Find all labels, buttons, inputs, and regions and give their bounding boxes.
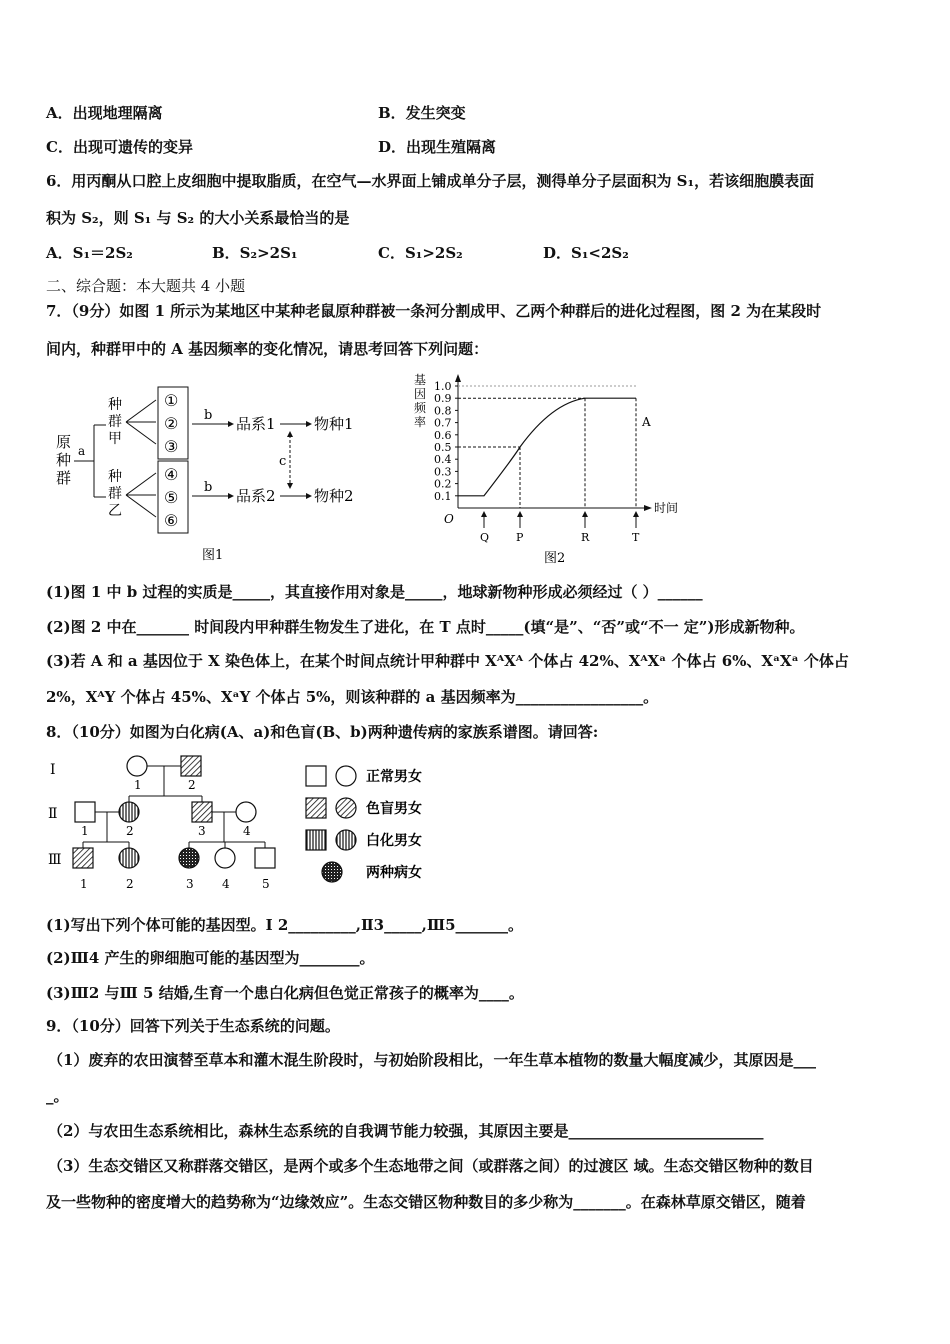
q7-figure1	[52, 385, 382, 565]
gen-label: Ⅰ	[50, 762, 56, 778]
q6-stem-line2: 积为 S₂，则 S₁ 与 S₂ 的大小关系最恰当的是	[46, 209, 350, 227]
fig2-x-axis-arrow	[644, 505, 652, 511]
fig1-pop-jia-char: 群	[108, 414, 122, 430]
fig2-origin: O	[444, 512, 454, 526]
pedigree-num: 4	[243, 824, 251, 838]
q8-sub3: (3)Ⅲ2 与Ⅲ 5 结婚,生育一个患白化病但色觉正常孩子的概率为____。	[46, 984, 524, 1002]
pedigree-I1-female	[127, 756, 147, 776]
legend-normal-female	[336, 766, 356, 786]
legend-label: 白化男女	[366, 833, 422, 849]
q5-option-a: A．出现地理隔离	[46, 104, 163, 122]
fig1-arrowhead	[287, 431, 293, 437]
pedigree-II3-male	[192, 802, 212, 822]
fig2-y-tick-label: 0.5	[434, 441, 452, 454]
gen-label: Ⅲ	[48, 852, 62, 868]
fig1-arrowhead	[287, 483, 293, 489]
q7-sub3-line1: (3)若 A 和 a 基因位于 X 染色体上，在某个时间点统计甲种群中 XᴬXᴬ 个体占 42%、XᴬXᵃ 个体占 6%、XᵃXᵃ 个体占	[46, 652, 849, 670]
fig1-label-b: b	[204, 408, 213, 423]
pedigree-num: 2	[188, 778, 196, 792]
q8-title: 8．（10分）如图为白化病(A、a)和色盲(B、b)两种遗传病的家族系谱图。请回答:	[46, 723, 599, 741]
pedigree-II4-female	[236, 802, 256, 822]
pedigree-III5-male	[255, 848, 275, 868]
fig1-arrowhead	[306, 493, 312, 499]
pedigree-I2-male	[181, 756, 201, 776]
q6-option-c: C．S₁>2S₂	[378, 244, 463, 262]
fig2-y-tick-label: 0.1	[434, 489, 452, 503]
fig1-origin-char: 群	[56, 469, 72, 487]
legend-both-female	[322, 862, 342, 882]
fig2-curve-label: A	[642, 415, 651, 429]
q7-sub3-line2: 2%，XᴬY 个体占 45%、XᵃY 个体占 5%，则该种群的 a 基因频率为_________________。	[46, 688, 659, 706]
q6-option-b: B．S₂>2S₁	[212, 244, 298, 262]
fig2-xlabel: 时间	[654, 501, 679, 515]
pedigree-III2-female	[119, 848, 139, 868]
fig1-label-b: b	[204, 480, 213, 495]
fig1-arrow	[126, 400, 156, 422]
fig2-y-tick-label: 0.7	[434, 416, 452, 430]
fig1-pop-jia-char: 甲	[108, 431, 122, 447]
q6-stem-line1: 6．用丙酮从口腔上皮细胞中提取脂质，在空气—水界面上铺成单分子层，测得单分子层面积为 S₁，若该细胞膜表面	[46, 172, 815, 190]
pedigree-num: 2	[126, 877, 134, 891]
fig1-pop-jia-char: 种	[108, 397, 122, 413]
fig2-y-tick-label: 0.9	[434, 392, 452, 406]
fig1-strain1: 品系1	[236, 415, 276, 433]
pedigree-II2-female	[119, 802, 139, 822]
fig1-arrowhead	[306, 421, 312, 427]
fig2-caption: 图2	[544, 551, 566, 566]
fig2-y-axis-arrow	[455, 374, 461, 382]
fig1-circle-label: ②	[164, 414, 179, 433]
fig1-caption: 图1	[202, 548, 224, 563]
q9-sub1-line2: _。	[46, 1087, 69, 1105]
section2-title: 二、综合题：本大题共 4 小题	[46, 277, 246, 295]
q9-sub3-line2: 及一些物种的密度增大的趋势称为“边缘效应”。生态交错区物种数目的多少称为_______。在森林草原交错区，随着	[46, 1193, 806, 1211]
q7-sub2: (2)图 2 中在_______ 时间段内甲种群生物发生了进化，在 T 点时_____(填“是”、“否”或“不一 定”)形成新物种。	[46, 618, 805, 636]
pedigree-III1-male	[73, 848, 93, 868]
fig1-circle-label: ⑤	[164, 488, 179, 507]
q9-sub2: （2）与农田生态系统相比，森林生态系统的自我调节能力较强，其原因主要是__________________________	[48, 1122, 764, 1140]
fig1-label-a: a	[78, 444, 86, 458]
fig1-pop-yi-char: 乙	[108, 503, 122, 519]
pedigree-III4-female	[215, 848, 235, 868]
fig2-y-tick-label: 0.6	[434, 428, 452, 442]
fig1-arrow	[126, 422, 156, 444]
q6-option-a: A．S₁＝2S₂	[46, 244, 133, 262]
fig2-ylabel-char: 因	[414, 387, 427, 401]
legend-albino-female	[336, 830, 356, 850]
q7-sub1: (1)图 1 中 b 过程的实质是_____，其直接作用对象是_____，地球新物种形成必须经过（ ）______	[46, 583, 703, 601]
fig1-origin-char: 原	[56, 433, 72, 451]
q9-title: 9．（10分）回答下列关于生态系统的问题。	[46, 1017, 340, 1035]
fig1-species1: 物种1	[314, 415, 354, 433]
q5-option-c: C．出现可遗传的变异	[46, 138, 193, 156]
fig2-y-tick-label: 0.2	[434, 477, 452, 491]
fig1-pop-yi-char: 种	[108, 469, 122, 485]
fig2-time-marker-arrowhead	[633, 511, 639, 517]
q8-pedigree	[44, 752, 294, 897]
fig2-time-marker-label: P	[516, 531, 524, 544]
legend-colorblind-female	[336, 798, 356, 818]
fig1-arrowhead	[228, 493, 234, 499]
q8-sub1: (1)写出下列个体可能的基因型。Ⅰ 2_________,Ⅱ3_____,Ⅲ5_______。	[46, 916, 524, 934]
gen-label: Ⅱ	[48, 806, 58, 822]
q7-figure2	[408, 368, 698, 573]
pedigree-num: 1	[80, 877, 88, 891]
fig2-time-marker-label: Q	[480, 531, 490, 544]
fig1-arrow	[126, 495, 156, 517]
q8-sub2: (2)Ⅲ4 产生的卵细胞可能的基因型为________。	[46, 949, 375, 967]
q7-stem-line2: 间内，种群甲中的 A 基因频率的变化情况，请思考回答下列问题：	[46, 340, 489, 358]
fig1-strain2: 品系2	[236, 487, 276, 505]
fig1-label-c: c	[279, 454, 287, 469]
fig1-arrowhead	[228, 421, 234, 427]
fig2-time-marker-arrowhead	[517, 511, 523, 517]
pedigree-II1-male	[75, 802, 95, 822]
fig2-time-marker-label: T	[632, 531, 640, 544]
pedigree-num: 1	[81, 824, 89, 838]
fig1-circle-label: ③	[164, 437, 179, 456]
legend-colorblind-male	[306, 798, 326, 818]
fig1-circle-label: ①	[164, 391, 179, 410]
fig2-y-tick-label: 0.4	[434, 453, 452, 467]
fig1-arrow	[126, 473, 156, 495]
fig1-circle-label: ⑥	[164, 511, 179, 530]
pedigree-num: 3	[186, 877, 194, 891]
fig2-ylabel-char: 率	[414, 415, 427, 429]
fig1-circle-label: ④	[164, 465, 179, 484]
fig1-pop-yi-char: 群	[108, 486, 122, 502]
pedigree-num: 4	[222, 877, 230, 891]
pedigree-num: 5	[262, 877, 270, 891]
q6-option-d: D．S₁<2S₂	[543, 244, 629, 262]
pedigree-III3-female	[179, 848, 199, 868]
legend-normal-male	[306, 766, 326, 786]
q7-stem-line1: 7．（9分）如图 1 所示为某地区中某种老鼠原种群被一条河分割成甲、乙两个种群后的进化过程图，图 2 为在某段时	[46, 302, 822, 320]
legend-label: 色盲男女	[366, 801, 422, 817]
legend-albino-male	[306, 830, 326, 850]
legend-label: 两种病女	[366, 865, 422, 881]
fig2-y-tick-label: 0.8	[434, 404, 452, 418]
q8-pedigree-legend	[300, 760, 460, 890]
fig2-ylabel-char: 基	[414, 373, 427, 387]
pedigree-num: 1	[134, 778, 142, 792]
legend-label: 正常男女	[366, 769, 422, 785]
q9-sub3-line1: （3）生态交错区又称群落交错区，是两个或多个生态地带之间（或群落之间）的过渡区 域。生态交错区物种的数目	[48, 1157, 814, 1175]
pedigree-num: 2	[126, 824, 134, 838]
pedigree-num: 3	[198, 824, 206, 838]
fig2-time-marker-arrowhead	[582, 511, 588, 517]
fig2-y-tick-label: 1.0	[434, 380, 452, 393]
fig2-time-marker-arrowhead	[481, 511, 487, 517]
fig2-y-tick-label: 0.3	[434, 465, 452, 479]
fig1-origin-char: 种	[56, 451, 72, 469]
q5-option-d: D．出现生殖隔离	[378, 138, 497, 156]
fig1-species2: 物种2	[314, 487, 354, 505]
q5-option-b: B．发生突变	[378, 104, 466, 122]
fig2-time-marker-label: R	[581, 531, 590, 544]
fig2-ylabel-char: 频	[414, 401, 427, 415]
q9-sub1-line1: （1）废弃的农田演替至草本和灌木混生阶段时，与初始阶段相比，一年生草本植物的数量大幅度减少，其原因是___	[48, 1051, 816, 1069]
